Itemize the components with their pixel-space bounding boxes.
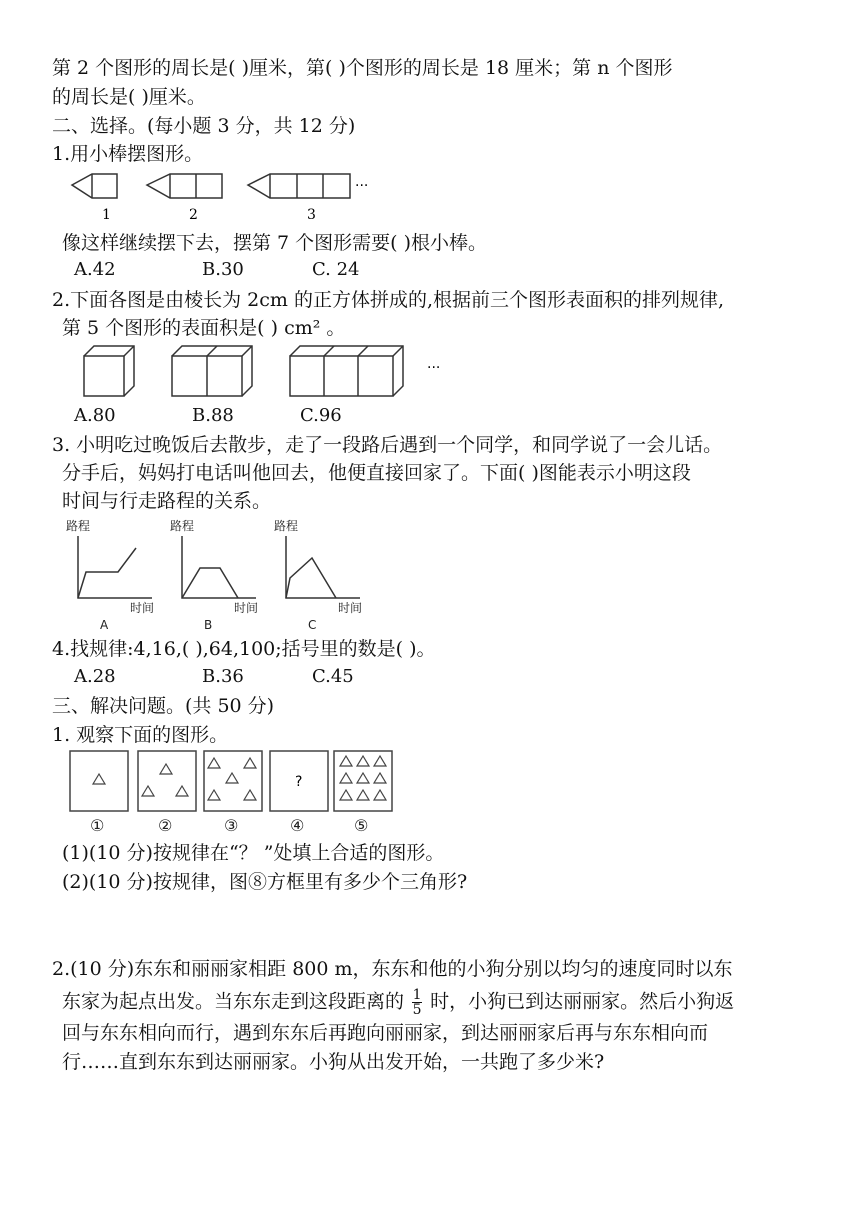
cube-figures bbox=[62, 342, 462, 402]
distance-time-graphs bbox=[60, 516, 380, 634]
box-label-1: ① bbox=[90, 816, 105, 835]
stick-dots: ··· bbox=[355, 178, 369, 194]
stick-label-1: 1 bbox=[102, 207, 111, 223]
q3-line-3: 时间与行走路程的关系。 bbox=[62, 490, 272, 512]
graph-a-x-label: 时间 bbox=[130, 601, 155, 615]
box-5 bbox=[334, 751, 392, 811]
q1-option-c: C. 24 bbox=[312, 259, 360, 280]
stick-figure-1 bbox=[72, 174, 117, 198]
box-2 bbox=[138, 751, 196, 811]
fraction-numerator: 1 bbox=[412, 987, 422, 1003]
section-2-title: 二、选择。(每小题 3 分，共 12 分) bbox=[52, 115, 356, 137]
fill-blank-line-1: 第 2 个图形的周长是( )厘米，第( )个图形的周长是 18 厘米；第 n 个图形 bbox=[52, 57, 673, 79]
fill-blank-line-2: 的周长是( )厘米。 bbox=[52, 86, 206, 108]
graph-b bbox=[182, 536, 256, 598]
q1-question: 像这样继续摆下去，摆第 7 个图形需要( )根小棒。 bbox=[62, 232, 488, 254]
graph-b-y-label: 路程 bbox=[170, 519, 195, 533]
fraction-one-fifth bbox=[412, 988, 422, 1017]
cube-figure-1 bbox=[84, 346, 134, 396]
stick-label-2: 2 bbox=[189, 207, 198, 223]
cube-dots: ··· bbox=[427, 360, 441, 376]
stick-label-3: 3 bbox=[307, 207, 316, 223]
q1-title: 1.用小棒摆图形。 bbox=[52, 143, 204, 165]
box-label-5: ⑤ bbox=[354, 816, 369, 835]
graph-a-y-label: 路程 bbox=[66, 519, 91, 533]
s3-q2-line-2 bbox=[62, 988, 734, 1017]
q2-option-b: B.88 bbox=[192, 405, 234, 426]
fraction-denominator: 5 bbox=[412, 1002, 422, 1018]
box-4-question-mark: ? bbox=[295, 774, 303, 790]
section-3-title: 三、解决问题。(共 50 分) bbox=[52, 695, 275, 717]
stick-figure-2 bbox=[147, 174, 222, 198]
stick-figures bbox=[62, 168, 382, 228]
s3-q2-line-3: 回与东东相向而行，遇到东东后再跑向丽丽家，到达丽丽家后再与东东相向而 bbox=[62, 1022, 709, 1044]
q3-line-1: 3. 小明吃过晚饭后去散步，走了一段路后遇到一个同学，和同学说了一会儿话。 bbox=[52, 434, 723, 456]
q1-option-a: A.42 bbox=[74, 259, 116, 280]
q4-option-c: C.45 bbox=[312, 666, 354, 687]
box-1 bbox=[70, 751, 128, 811]
triangle-boxes bbox=[62, 748, 402, 838]
stick-figure-3 bbox=[248, 174, 350, 198]
cube-figure-3 bbox=[290, 346, 403, 396]
graph-b-x-label: 时间 bbox=[234, 601, 259, 615]
s3-q2-line-4: 行……直到东东到达丽丽家。小狗从出发开始，一共跑了多少米? bbox=[62, 1051, 605, 1073]
q3-line-2: 分手后，妈妈打电话叫他回去，他便直接回家了。下面( )图能表示小明这段 bbox=[62, 462, 691, 484]
s3-q2-line-1: 2.(10 分)东东和丽丽家相距 800 m，东东和他的小狗分别以均匀的速度同时以东 bbox=[52, 958, 733, 980]
graph-c bbox=[286, 536, 360, 598]
box-label-3: ③ bbox=[224, 816, 239, 835]
q2-line-2: 第 5 个图形的表面积是( ) cm² 。 bbox=[62, 317, 346, 339]
graph-a-name: A bbox=[100, 618, 109, 632]
box-label-4: ④ bbox=[290, 816, 305, 835]
graph-c-y-label: 路程 bbox=[274, 519, 299, 533]
graph-c-x-label: 时间 bbox=[338, 601, 363, 615]
s3-q1-title: 1. 观察下面的图形。 bbox=[52, 724, 229, 746]
graph-c-name: C bbox=[308, 618, 317, 632]
q4-option-a: A.28 bbox=[74, 666, 116, 687]
q2-option-a: A.80 bbox=[74, 405, 116, 426]
graph-b-name: B bbox=[204, 618, 213, 632]
box-label-2: ② bbox=[158, 816, 173, 835]
q4-option-b: B.36 bbox=[202, 666, 244, 687]
cube-figure-2 bbox=[172, 346, 252, 396]
s3-q1-sub2: (2)(10 分)按规律，图⑧方框里有多少个三角形? bbox=[62, 871, 468, 893]
q2-option-c: C.96 bbox=[300, 405, 342, 426]
s3-q2-line-2a: 东家为起点出发。当东东走到这段距离的 bbox=[62, 990, 405, 1013]
s3-q1-sub1: (1)(10 分)按规律在“？ ”处填上合适的图形。 bbox=[62, 842, 445, 864]
graph-a bbox=[78, 536, 152, 598]
q1-option-b: B.30 bbox=[202, 259, 244, 280]
q2-line-1: 2.下面各图是由棱长为 2cm 的正方体拼成的,根据前三个图形表面积的排列规律, bbox=[52, 289, 725, 311]
s3-q2-line-2b: 时，小狗已到达丽丽家。然后小狗返 bbox=[430, 990, 735, 1013]
q4-text: 4.找规律:4,16,( ),64,100;括号里的数是( )。 bbox=[52, 638, 436, 660]
